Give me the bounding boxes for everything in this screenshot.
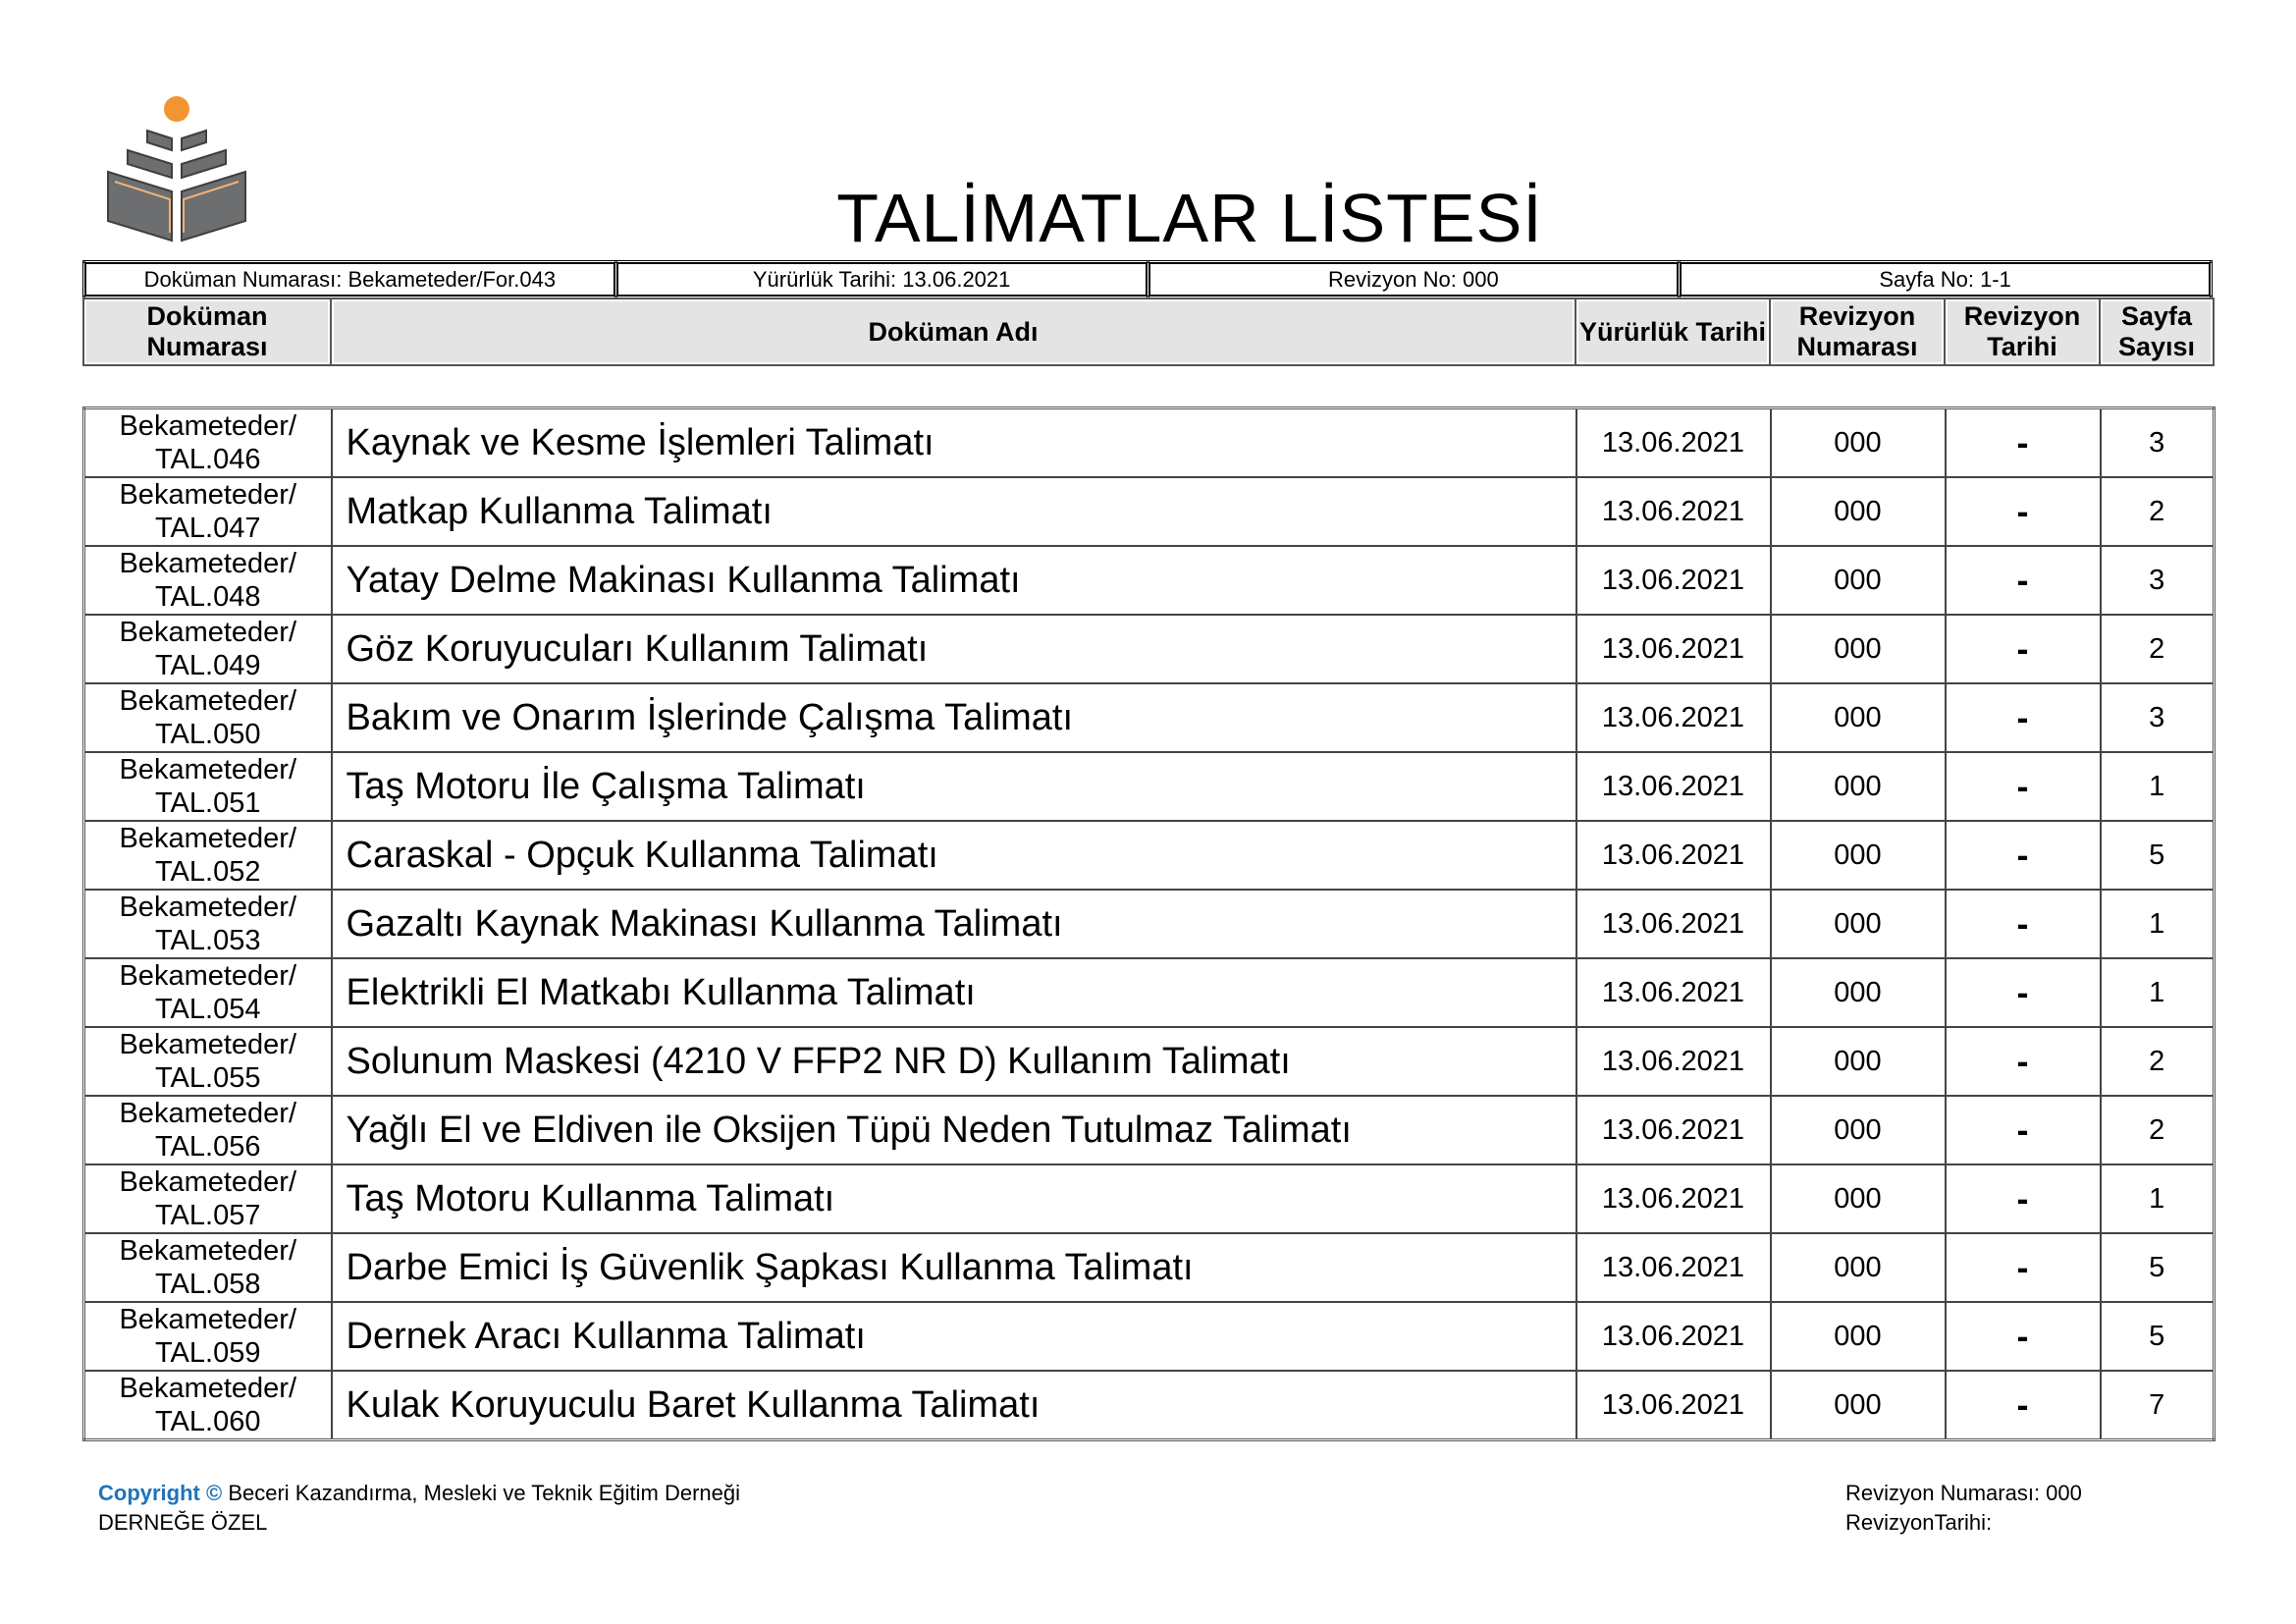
effective-date-cell: 13.06.2021	[1576, 752, 1771, 821]
doc-code-cell: Bekameteder/ TAL.049	[84, 615, 332, 683]
doc-code-cell: Bekameteder/ TAL.050	[84, 683, 332, 752]
page-count-cell: 5	[2101, 821, 2215, 890]
page-count-cell: 2	[2101, 1027, 2215, 1096]
meta-doc-number: Doküman Numarası: Bekameteder/For.043	[84, 262, 616, 298]
doc-code-cell: Bekameteder/ TAL.058	[84, 1233, 332, 1302]
effective-date-cell: 13.06.2021	[1576, 890, 1771, 958]
revision-date-cell: -	[1946, 958, 2101, 1027]
doc-name-cell: Matkap Kullanma Talimatı	[332, 477, 1576, 546]
header-doc-number: Doküman Numarası	[83, 298, 331, 365]
table-row	[84, 752, 2215, 821]
revision-date-cell: -	[1946, 1096, 2101, 1164]
effective-date-cell: 13.06.2021	[1576, 1164, 1771, 1233]
revision-number-cell: 000	[1771, 1233, 1946, 1302]
page-count-cell: 1	[2101, 1164, 2215, 1233]
revision-date-cell: -	[1946, 1027, 2101, 1096]
doc-name-cell: Gazaltı Kaynak Makinası Kullanma Talimatı	[332, 890, 1576, 958]
doc-code-cell: Bekameteder/ TAL.057	[84, 1164, 332, 1233]
revision-number-cell: 000	[1771, 1027, 1946, 1096]
revision-number-cell: 000	[1771, 1302, 1946, 1371]
table-row	[84, 1371, 2215, 1440]
effective-date-cell: 13.06.2021	[1576, 1233, 1771, 1302]
page-title: TALİMATLAR LİSTESİ	[836, 180, 1543, 256]
doc-name-cell: Darbe Emici İş Güvenlik Şapkası Kullanma Talimatı	[332, 1233, 1576, 1302]
effective-date-cell: 13.06.2021	[1576, 408, 1771, 478]
page-count-cell: 7	[2101, 1371, 2215, 1440]
header-doc-name: Doküman Adı	[331, 298, 1575, 365]
page-count-cell: 5	[2101, 1302, 2215, 1371]
table-row	[84, 890, 2215, 958]
revision-number-cell: 000	[1771, 958, 1946, 1027]
effective-date-cell: 13.06.2021	[1576, 821, 1771, 890]
page-count-cell: 5	[2101, 1233, 2215, 1302]
table-row	[84, 546, 2215, 615]
doc-code-cell: Bekameteder/ TAL.060	[84, 1371, 332, 1440]
doc-name-cell: Yatay Delme Makinası Kullanma Talimatı	[332, 546, 1576, 615]
doc-code-cell: Bekameteder/ TAL.047	[84, 477, 332, 546]
revision-number-cell: 000	[1771, 546, 1946, 615]
copyright-label: Copyright ©	[98, 1481, 223, 1505]
effective-date-cell: 13.06.2021	[1576, 1027, 1771, 1096]
revision-number-cell: 000	[1771, 408, 1946, 478]
doc-name-cell: Taş Motoru Kullanma Talimatı	[332, 1164, 1576, 1233]
doc-name-cell: Göz Koruyucuları Kullanım Talimatı	[332, 615, 1576, 683]
doc-name-cell: Caraskal - Opçuk Kullanma Talimatı	[332, 821, 1576, 890]
header-revision-date: Revizyon Tarihi	[1945, 298, 2100, 365]
header-effective-date: Yürürlük Tarihi	[1575, 298, 1770, 365]
revision-number-cell: 000	[1771, 752, 1946, 821]
table-row	[84, 1302, 2215, 1371]
page-count-cell: 1	[2101, 958, 2215, 1027]
revision-date-cell: -	[1946, 1302, 2101, 1371]
effective-date-cell: 13.06.2021	[1576, 615, 1771, 683]
doc-code-cell: Bekameteder/ TAL.056	[84, 1096, 332, 1164]
effective-date-cell: 13.06.2021	[1576, 1096, 1771, 1164]
doc-code-cell: Bekameteder/ TAL.051	[84, 752, 332, 821]
doc-code-cell: Bekameteder/ TAL.055	[84, 1027, 332, 1096]
revision-number-cell: 000	[1771, 477, 1946, 546]
doc-name-cell: Kulak Koruyuculu Baret Kullanma Talimatı	[332, 1371, 1576, 1440]
revision-number-cell: 000	[1771, 1164, 1946, 1233]
effective-date-cell: 13.06.2021	[1576, 1302, 1771, 1371]
doc-name-cell: Dernek Aracı Kullanma Talimatı	[332, 1302, 1576, 1371]
page-count-cell: 3	[2101, 546, 2215, 615]
meta-page-no: Sayfa No: 1-1	[1680, 262, 2212, 298]
footer-revision-date: RevizyonTarihi:	[1845, 1510, 1993, 1535]
revision-date-cell: -	[1946, 890, 2101, 958]
meta-effective-date: Yürürlük Tarihi: 13.06.2021	[615, 262, 1148, 298]
footer-left	[98, 1479, 740, 1538]
doc-code-cell: Bekameteder/ TAL.046	[84, 408, 332, 478]
doc-code-cell: Bekameteder/ TAL.053	[84, 890, 332, 958]
effective-date-cell: 13.06.2021	[1576, 1371, 1771, 1440]
revision-date-cell: -	[1946, 1371, 2101, 1440]
table-row	[84, 683, 2215, 752]
doc-code-cell: Bekameteder/ TAL.054	[84, 958, 332, 1027]
effective-date-cell: 13.06.2021	[1576, 958, 1771, 1027]
logo-dot	[164, 96, 189, 122]
revision-date-cell: -	[1946, 683, 2101, 752]
revision-number-cell: 000	[1771, 1371, 1946, 1440]
revision-number-cell: 000	[1771, 1096, 1946, 1164]
header-page-count: Sayfa Sayısı	[2100, 298, 2214, 365]
meta-revision-no: Revizyon No: 000	[1148, 262, 1680, 298]
table-row	[84, 1233, 2215, 1302]
doc-code-cell: Bekameteder/ TAL.048	[84, 546, 332, 615]
doc-name-cell: Yağlı El ve Eldiven ile Oksijen Tüpü Neden Tutulmaz Talimatı	[332, 1096, 1576, 1164]
revision-date-cell: -	[1946, 408, 2101, 478]
effective-date-cell: 13.06.2021	[1576, 477, 1771, 546]
revision-date-cell: -	[1946, 1164, 2101, 1233]
footer-revision-number: Revizyon Numarası: 000	[1845, 1481, 2082, 1505]
doc-name-cell: Elektrikli El Matkabı Kullanma Talimatı	[332, 958, 1576, 1027]
doc-name-cell: Kaynak ve Kesme İşlemleri Talimatı	[332, 408, 1576, 478]
effective-date-cell: 13.06.2021	[1576, 683, 1771, 752]
doc-name-cell: Bakım ve Onarım İşlerinde Çalışma Talimatı	[332, 683, 1576, 752]
page-count-cell: 1	[2101, 752, 2215, 821]
private-label: DERNEĞE ÖZEL	[98, 1510, 268, 1535]
organization-name: Beceri Kazandırma, Mesleki ve Teknik Eğitim Derneği	[228, 1481, 741, 1505]
revision-date-cell: -	[1946, 752, 2101, 821]
table-row	[84, 1164, 2215, 1233]
page-count-cell: 3	[2101, 683, 2215, 752]
instructions-table	[82, 406, 2216, 1441]
effective-date-cell: 13.06.2021	[1576, 546, 1771, 615]
doc-name-cell: Solunum Maskesi (4210 V FFP2 NR D) Kullanım Talimatı	[332, 1027, 1576, 1096]
page-count-cell: 2	[2101, 1096, 2215, 1164]
revision-date-cell: -	[1946, 615, 2101, 683]
table-row	[84, 958, 2215, 1027]
header-revision-number: Revizyon Numarası	[1770, 298, 1945, 365]
document-meta-table	[82, 260, 2213, 298]
revision-date-cell: -	[1946, 821, 2101, 890]
revision-date-cell: -	[1946, 477, 2101, 546]
footer-right	[1845, 1479, 2082, 1538]
page-count-cell: 2	[2101, 477, 2215, 546]
revision-date-cell: -	[1946, 546, 2101, 615]
revision-number-cell: 000	[1771, 890, 1946, 958]
table-row	[84, 1027, 2215, 1096]
table-row	[84, 615, 2215, 683]
page-count-cell: 3	[2101, 408, 2215, 478]
table-row	[84, 821, 2215, 890]
revision-number-cell: 000	[1771, 821, 1946, 890]
doc-code-cell: Bekameteder/ TAL.052	[84, 821, 332, 890]
table-row	[84, 477, 2215, 546]
table-row	[84, 408, 2215, 478]
doc-code-cell: Bekameteder/ TAL.059	[84, 1302, 332, 1371]
revision-number-cell: 000	[1771, 615, 1946, 683]
page-count-cell: 2	[2101, 615, 2215, 683]
column-header-table	[82, 298, 2215, 366]
table-row	[84, 1096, 2215, 1164]
revision-date-cell: -	[1946, 1233, 2101, 1302]
page-count-cell: 1	[2101, 890, 2215, 958]
doc-name-cell: Taş Motoru İle Çalışma Talimatı	[332, 752, 1576, 821]
revision-number-cell: 000	[1771, 683, 1946, 752]
